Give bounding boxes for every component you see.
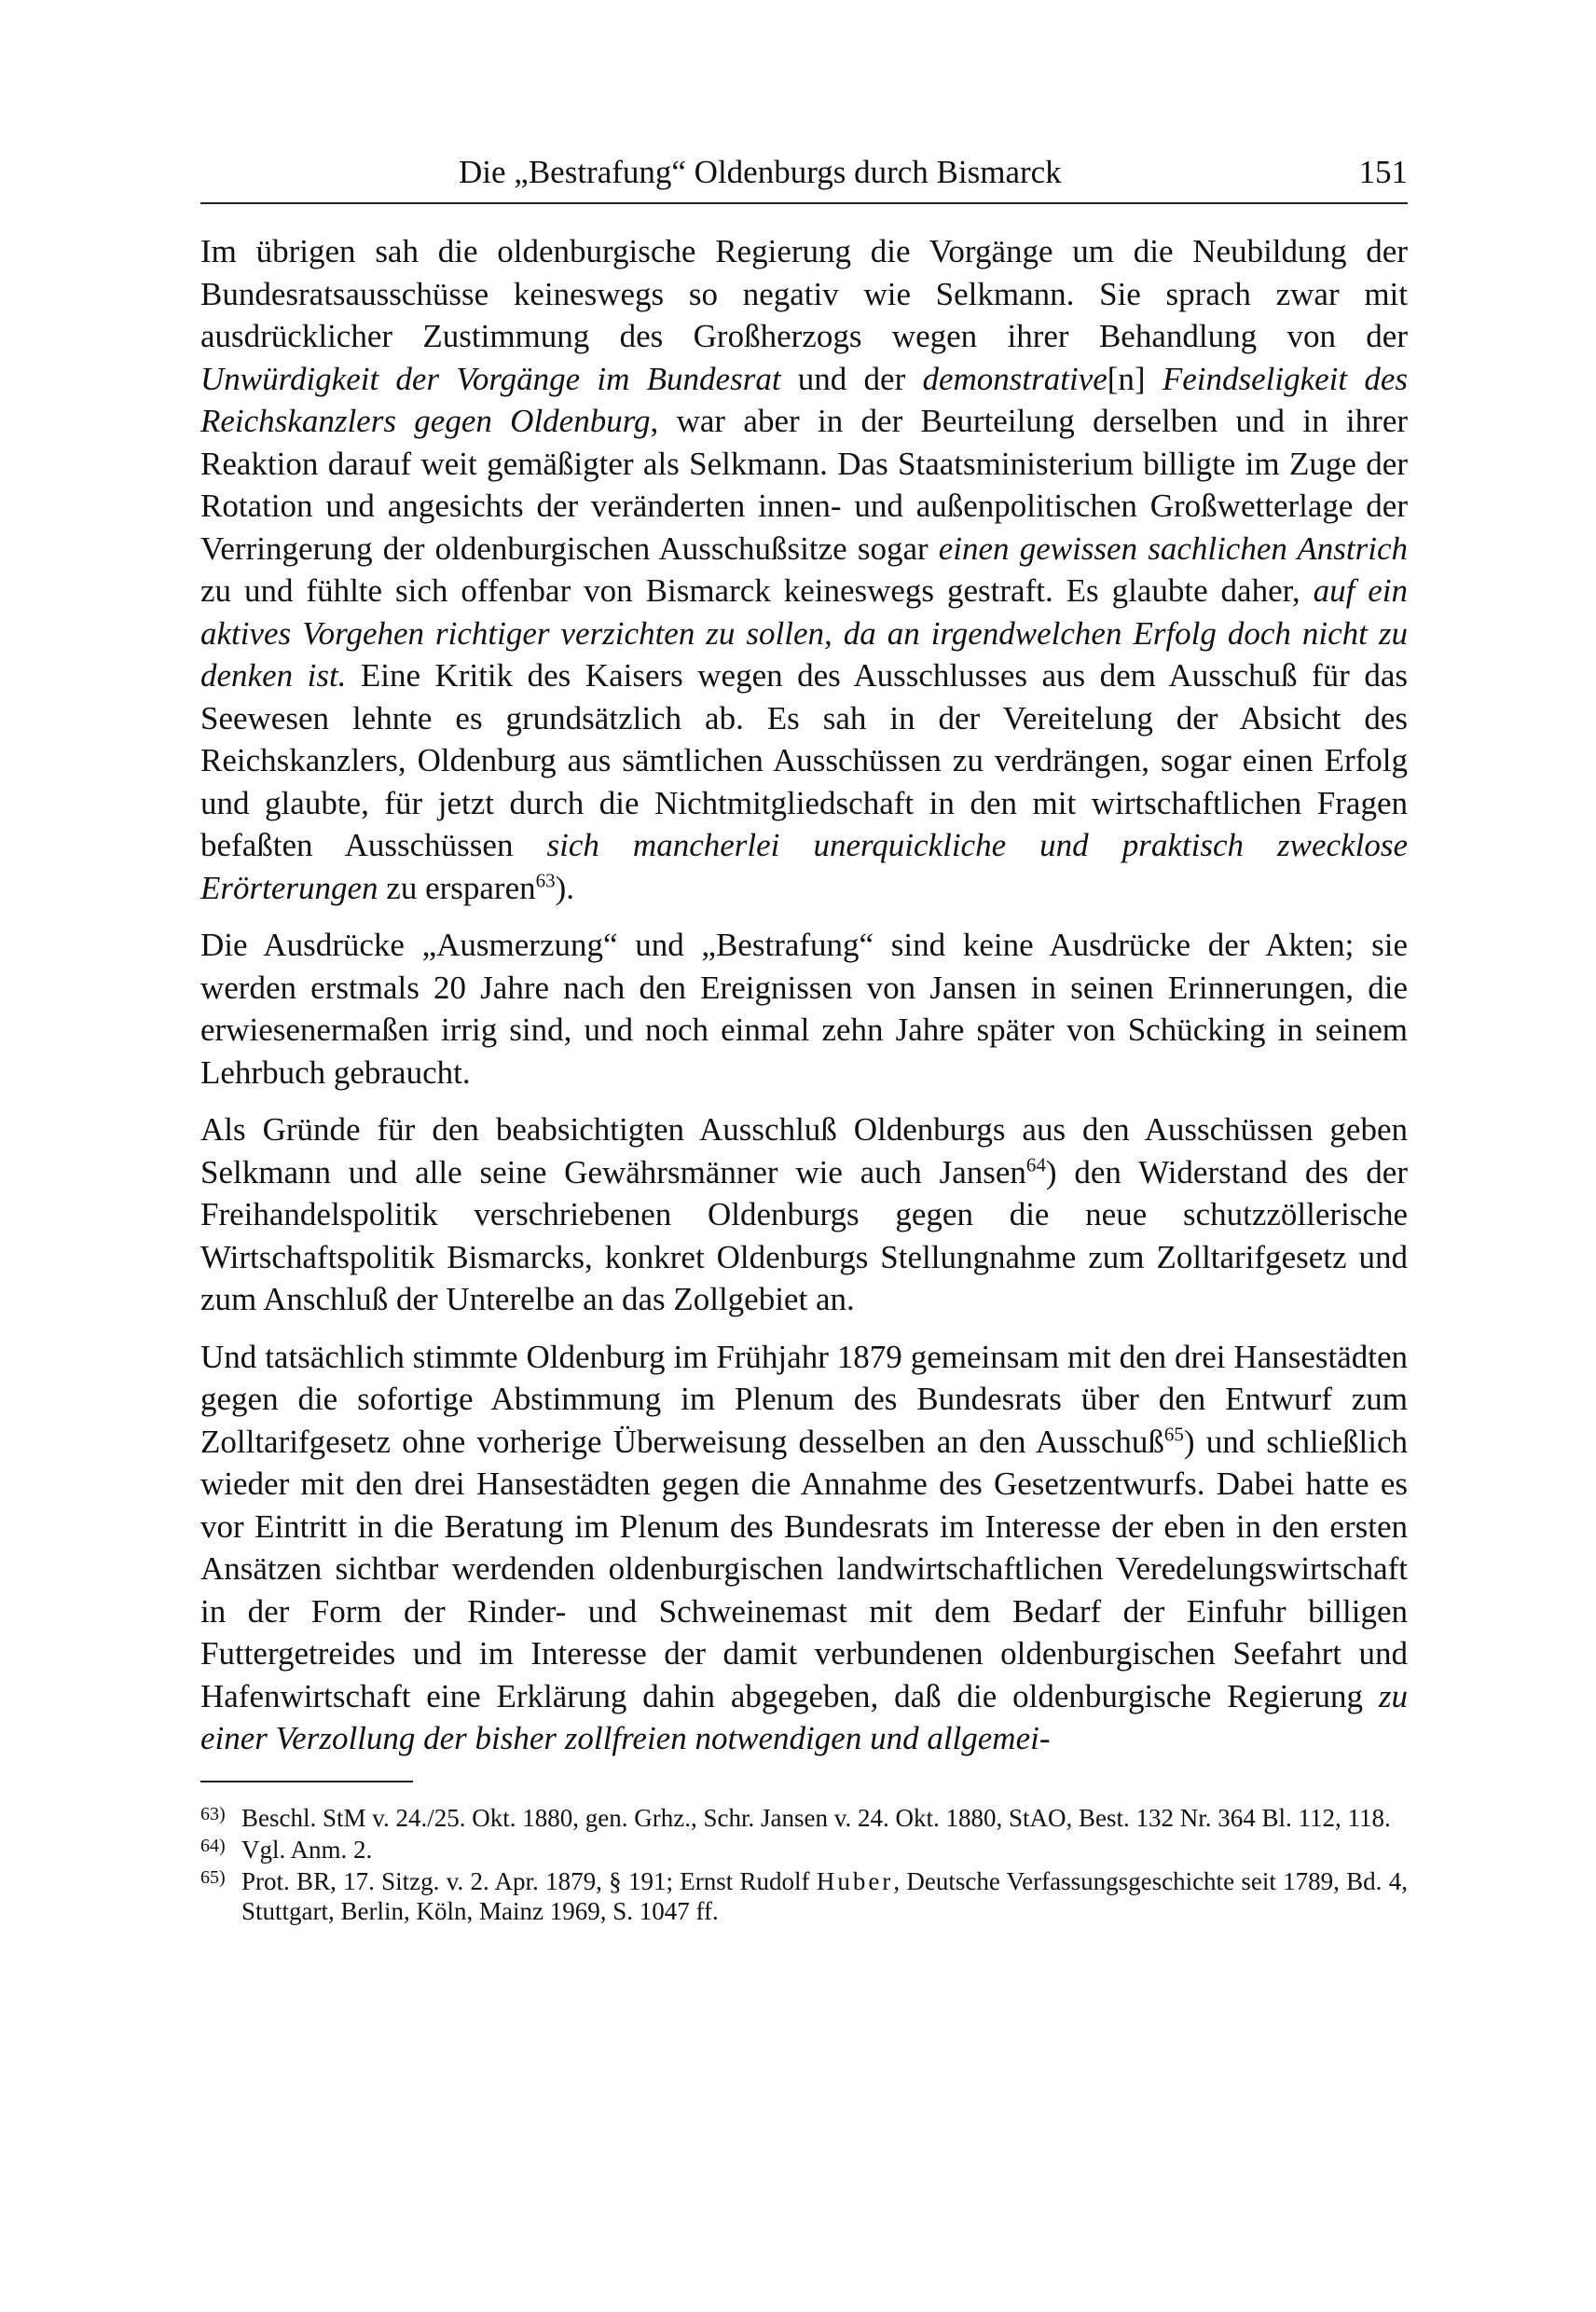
italic-quote: auf ein aktives Vorgehen richtiger verzichten zu sollen, da an irgendwelchen Erfolg doch nicht zu denken ist. <box>200 572 1409 694</box>
text-run: ) den Widerstand des der Freihandelspolitik verschriebenen Oldenburgs gegen die neue schutzzöllerische Wirtschaftspolitik Bismarcks, konkret Oldenburgs Stellungnahme zum Zolltarifgesetz und zum Anschluß der Unterelbe an das Zollgebiet an. <box>200 1153 1408 1317</box>
author-name: Huber <box>816 1866 894 1895</box>
text-run: zu und fühlte sich offenbar von Bismarck keineswegs gestraft. Es glaubte daher, <box>200 572 1314 609</box>
book-page <box>200 154 1408 1928</box>
running-header <box>200 154 1408 204</box>
footnote-text <box>241 1866 1408 1926</box>
paragraph <box>200 924 1408 1094</box>
text-run: zu ersparen <box>378 869 536 906</box>
text-run: Die Ausdrücke „Ausmerzung“ und „Bestrafung“ sind keine Ausdrücke der Akten; sie werden erstmals 20 Jahre nach den Ereignissen von Jansen in seinen Erinnerungen, die erwiesenermaßen irrig sind, und noch einmal zehn Jahre später von Schücking in seinem Lehrbuch gebraucht. <box>200 927 1408 1091</box>
text-run: und der <box>780 360 923 397</box>
footnote-separator <box>200 1781 413 1782</box>
italic-quote: Feindseligkeit des Reichskanzlers gegen Oldenburg <box>200 360 1409 439</box>
body-text <box>200 230 1408 1760</box>
footnote-ref: 63 <box>535 868 556 891</box>
text-run: Eine Kritik des Kaisers wegen des Ausschlusses aus dem Ausschuß für das Seewesen lehnte es grundsätzlich ab. Es sah in der Vereitelung der Absicht des Reichskanzlers, Oldenburg aus sämtlichen Ausschüssen zu verdrängen, sogar einen Erfolg und glaubte, für jetzt durch die Nichtmitgliedschaft in den mit wirtschaftlichen Fragen befaßten Ausschüssen <box>200 657 1408 863</box>
page-number: 151 <box>1358 154 1408 190</box>
footnote <box>200 1803 1408 1833</box>
text-run: ) und schließlich wieder mit den drei Hansestädten gegen die Annahme des Gesetzentwurfs. Dabei hatte es vor Eintritt in die Beratung im Plenum des Bundesrats im Interesse der eben in den ersten Ansätzen sichtbar werdenden oldenburgischen landwirtschaftlichen Veredelungswirtschaft in der Form der Rinder- und Schweinemast mit dem Bedarf der Einfuhr billigen Futtergetreides und im Interesse der damit verbundenen oldenburgischen Seefahrt und Hafenwirtschaft eine Erklärung dahin abgegeben, daß die oldenburgische Regierung <box>200 1423 1408 1714</box>
footnote-ref: 65 <box>1163 1422 1184 1445</box>
text-run: Prot. BR, 17. Sitzg. v. 2. Apr. 1879, § 191; Ernst Rudolf <box>241 1866 817 1895</box>
text-run: Beschl. StM v. 24./25. Okt. 1880, gen. Grhz., Schr. Jansen v. 24. Okt. 1880, StAO, Best. 132 Nr. 364 Bl. 112, 118. <box>241 1803 1391 1832</box>
text-run: Im übrigen sah die oldenburgische Regierung die Vorgänge um die Neubildung der Bundesratsausschüsse keineswegs so negativ wie Selkmann. Sie sprach zwar mit ausdrücklicher Zustimmung des Großherzogs wegen ihrer Behandlung von der <box>200 233 1408 354</box>
italic-quote: sich mancherlei unerquickliche und praktisch zwecklose Erörterungen <box>200 827 1408 906</box>
text-run: Vgl. Anm. 2. <box>241 1835 373 1864</box>
italic-quote: demonstrative <box>922 360 1108 397</box>
running-title: Die „Bestrafung“ Oldenburgs durch Bismarck <box>459 154 1062 190</box>
footnote <box>200 1835 1408 1865</box>
italic-quote: Unwürdigkeit der Vorgänge im Bundesrat <box>200 360 781 397</box>
footnote-number: 63) <box>200 1803 226 1824</box>
text-run: [n] <box>1107 360 1163 397</box>
paragraph <box>200 230 1408 909</box>
italic-quote: einen gewissen sachlichen Anstrich <box>938 530 1408 567</box>
footnote-number: 64) <box>200 1835 226 1856</box>
footnote-number: 65) <box>200 1866 226 1888</box>
footnote-text <box>241 1803 1408 1833</box>
paragraph <box>200 1108 1408 1321</box>
footnote-ref: 64 <box>1025 1152 1046 1176</box>
paragraph <box>200 1336 1408 1760</box>
footnote <box>200 1866 1408 1926</box>
text-run: , war aber in der Beurteilung derselben und in ihrer Reaktion darauf weit gemäßigter als Selkmann. Das Staatsministerium billigte im Zuge der Rotation und angesichts der veränderten innen- und außenpolitischen Großwetterlage der Verringerung der oldenburgischen Ausschußsitze sogar <box>200 403 1409 567</box>
footnotes <box>200 1803 1408 1926</box>
italic-quote: zu einer Verzollung der bisher zollfreien notwendigen und allgemei- <box>200 1677 1408 1756</box>
text-run: ). <box>555 869 575 906</box>
text-run: Und tatsächlich stimmte Oldenburg im Frühjahr 1879 gemeinsam mit den drei Hansestädten gegen die sofortige Abstimmung im Plenum des Bundesrats über den Entwurf zum Zolltarifgesetz ohne vorherige Überweisung desselben an den Ausschuß <box>200 1338 1408 1460</box>
text-run: , Deutsche Verfassungsgeschichte seit 1789, Bd. 4, Stuttgart, Berlin, Köln, Mainz 1969, S. 1047 ff. <box>241 1866 1408 1925</box>
text-run: Als Gründe für den beabsichtigten Ausschluß Oldenburgs aus den Ausschüssen geben Selkmann und alle seine Gewährsmänner wie auch Jansen <box>200 1111 1408 1190</box>
footnote-text <box>241 1835 1408 1865</box>
